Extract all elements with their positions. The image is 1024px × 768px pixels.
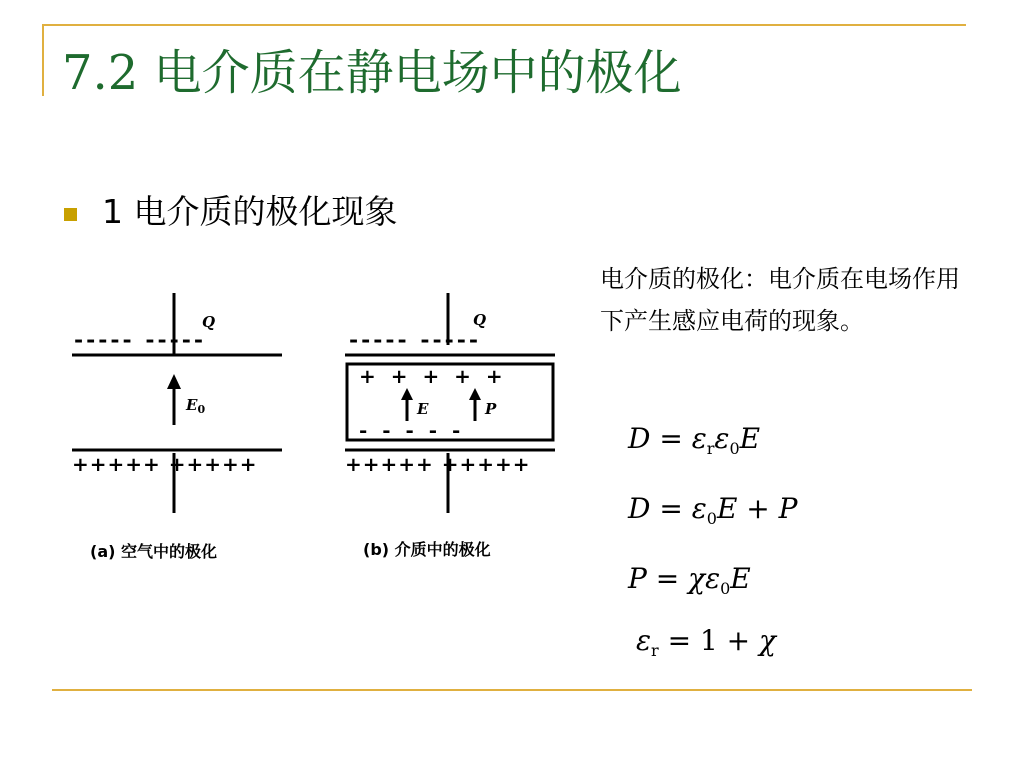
charge-label: Q (473, 311, 487, 329)
field-label: E (417, 400, 429, 418)
bottom-rule (52, 689, 972, 691)
caption-a: (a) 空气中的极化 (90, 542, 217, 561)
bottom-positive-charges: +++++ +++++ (345, 452, 531, 476)
top-rule (42, 24, 966, 26)
bullet-marker (64, 208, 77, 221)
polarization-definition: 电介质的极化：电介质在电场作用下产生感应电荷的现象。 (600, 265, 960, 335)
charge-label: Q (202, 313, 216, 331)
formula-d-eps-e-plus-p: $D = \varepsilon_0E + P$ (628, 492, 798, 528)
field-label: $E_0$ (186, 396, 206, 416)
slide-title: 7.2 电介质在静电场中的极化 (62, 45, 682, 101)
left-rule (42, 24, 44, 96)
caption-b: (b) 介质中的极化 (363, 540, 491, 559)
polarization-label: P (485, 400, 497, 418)
diagram-air-capacitor (60, 285, 300, 580)
formula-eps-r: $\varepsilon_r = 1 + \chi$ (636, 624, 777, 660)
induced-negative-charges: - - - - - (359, 418, 465, 442)
field-arrow-head (401, 388, 413, 400)
diagram-dielectric-capacitor (335, 285, 575, 580)
induced-positive-charges: + + + + + (359, 364, 507, 388)
field-arrow-head (167, 374, 181, 389)
formula-p-chi: $P = \chi\varepsilon_0E$ (628, 562, 751, 598)
formula-d-eps-r: $D = \varepsilon_r\varepsilon_0E$ (628, 422, 761, 458)
polarization-arrow-head (469, 388, 481, 400)
bullet-heading: 1 电介质的极化现象 (102, 192, 398, 231)
top-negative-charges: ----- ----- (74, 327, 206, 353)
top-negative-charges: ----- ----- (349, 327, 481, 353)
bottom-positive-charges: +++++ +++++ (72, 452, 258, 476)
